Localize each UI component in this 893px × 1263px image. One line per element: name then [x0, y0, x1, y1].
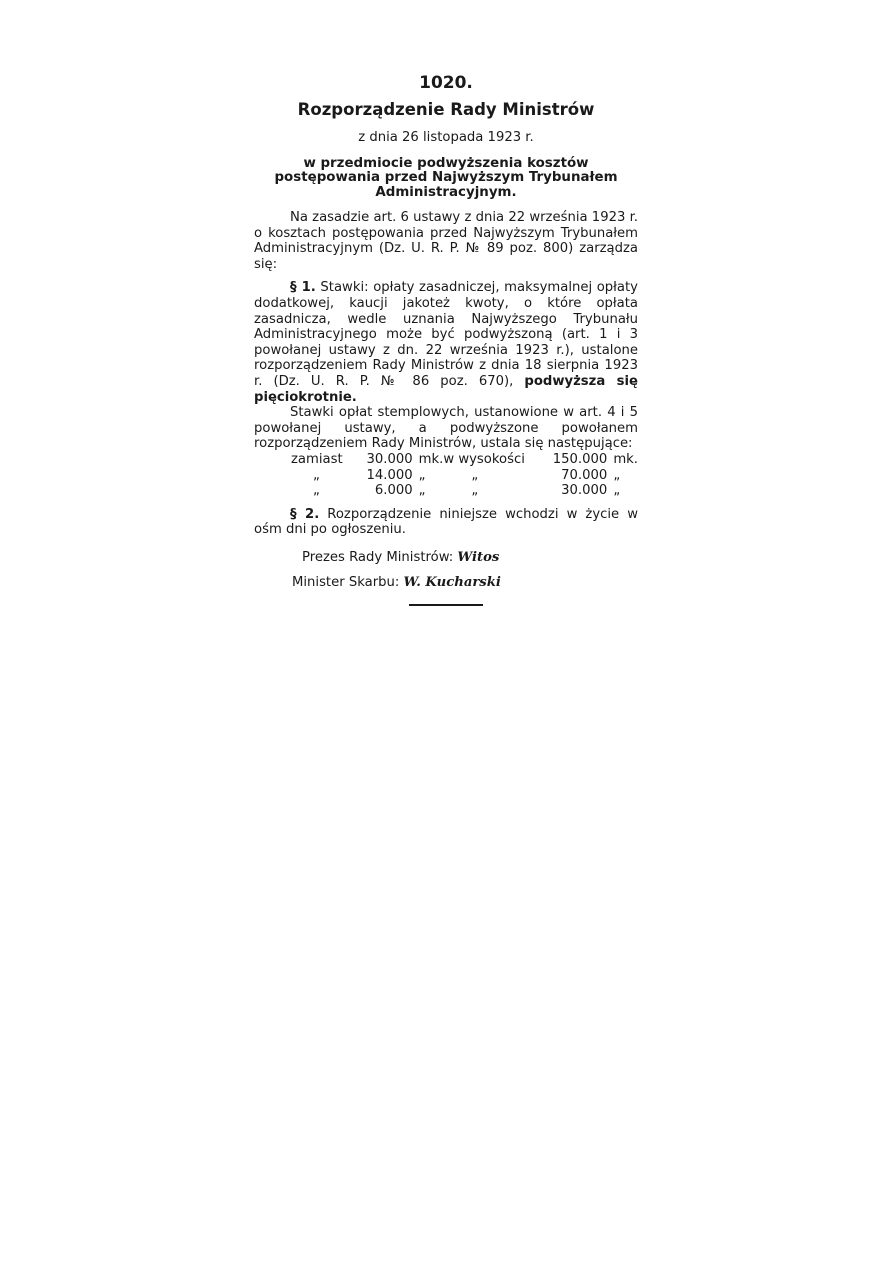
- rate-unit: „: [613, 483, 621, 499]
- rate-prefix: „: [313, 483, 320, 499]
- rate-prefix: zamiast: [291, 452, 343, 467]
- rate-new: 150.000: [552, 452, 608, 467]
- signature-treasury-minister: [254, 575, 638, 591]
- rate-prefix: „: [313, 467, 320, 483]
- rate-mid: w wysokości: [443, 452, 525, 467]
- rate-old: 30.000: [366, 452, 413, 467]
- rate-unit: „: [418, 483, 426, 499]
- document-number: 1020.: [419, 73, 473, 93]
- signature-prime-minister: [254, 550, 638, 566]
- section-1-text: Stawki: opłaty zasadniczej, maksymalnej opłaty dodatkowej, kaucji jakoteż kwoty, o które opłata zasadnicza, wedle uznania Najwyższego Trybunału Administracyjnego może być podwyższoną (art. 1 i 3 powołanej ustawy z dn. 22 września 1923 r.), ustalone rozporządzeniem Rady Ministrów z dnia 18 sierpnia 1923 r. (Dz. U. R. P. № 86 poz. 670),: [254, 280, 638, 390]
- closing-rule: [409, 604, 483, 606]
- rate-new: 70.000: [561, 467, 608, 483]
- rate-old: 14.000: [366, 467, 413, 483]
- rate-row: [291, 483, 638, 499]
- rate-mid: „: [471, 483, 479, 499]
- signature-name: Witos: [457, 549, 500, 565]
- rate-row: [291, 452, 638, 468]
- document-subject: w przedmiocie podwyższenia kosztów postępowania przed Najwyższym Trybunałem Administracyjnym.: [274, 155, 618, 200]
- rate-unit: „: [418, 467, 426, 483]
- document-page: [254, 72, 638, 606]
- rate-unit: „: [613, 467, 621, 483]
- section-1-paragraph: [254, 280, 638, 405]
- section-1-paragraph-2: Stawki opłat stemplowych, ustanowione w art. 4 i 5 powołanej ustawy, a podwyższone powołanem rozporządzeniem Rady Ministrów, ustala się następujące:: [254, 405, 638, 452]
- rate-unit: mk.: [613, 452, 638, 467]
- rate-unit: mk.: [418, 452, 444, 467]
- signature-role: Prezes Rady Ministrów:: [302, 549, 454, 565]
- rate-new: 30.000: [561, 483, 608, 499]
- intro-paragraph: Na zasadzie art. 6 ustawy z dnia 22 września 1923 r. o kosztach postępowania przed Najwyższym Trybunałem Administracyjnym (Dz. U. R. P. № 89 poz. 800) zarządza się:: [254, 210, 638, 272]
- rate-mid: „: [471, 467, 479, 483]
- signature-role: Minister Skarbu:: [292, 574, 400, 590]
- rate-old: 6.000: [374, 483, 413, 499]
- signature-name: W. Kucharski: [403, 574, 501, 590]
- document-title: Rozporządzenie Rady Ministrów: [297, 100, 595, 119]
- section-2-mark: § 2.: [290, 506, 320, 522]
- section-2-paragraph: [254, 507, 638, 538]
- section-2-text: Rozporządzenie niniejsze wchodzi w życie w ośm dni po ogłoszeniu.: [254, 506, 638, 538]
- document-date: z dnia 26 listopada 1923 r.: [358, 130, 534, 145]
- section-1-emphasis: podwyższa się pięciokrotnie.: [254, 374, 638, 405]
- rates-table: [291, 452, 638, 499]
- section-1-mark: § 1.: [290, 280, 316, 296]
- rate-row: [291, 468, 638, 484]
